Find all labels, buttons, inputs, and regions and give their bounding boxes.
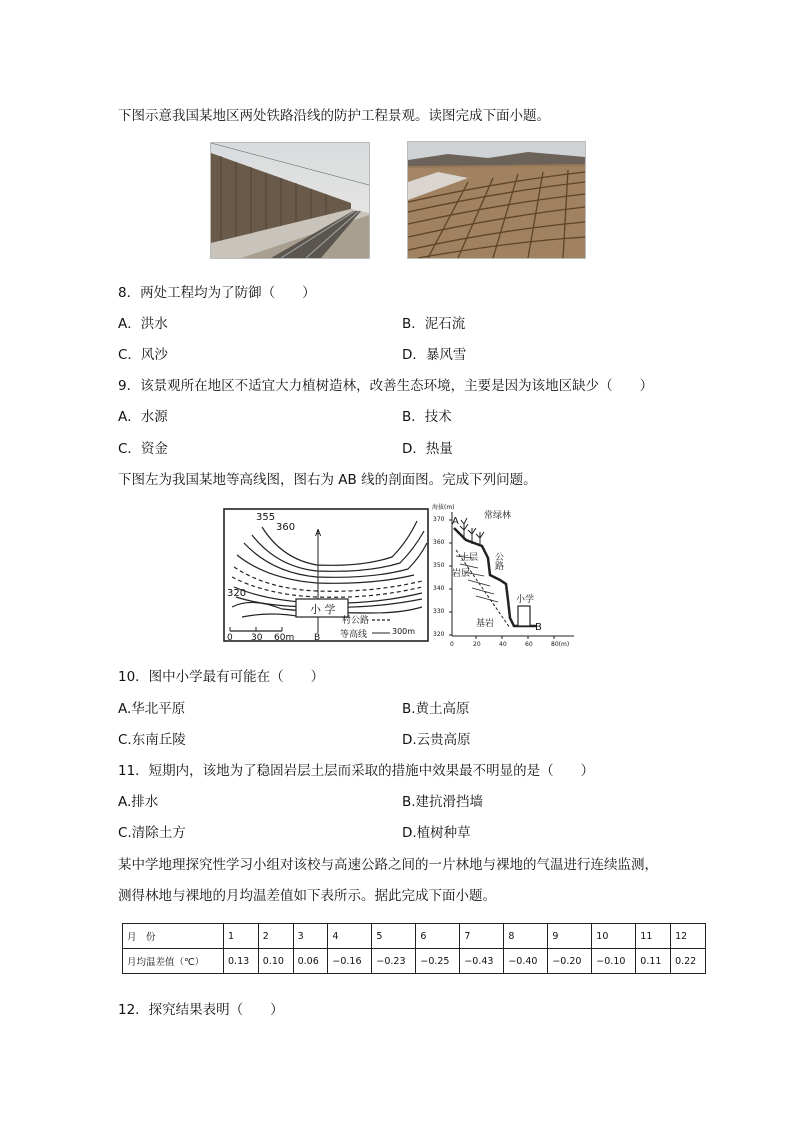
profile-ytick-360: 360 [433,539,445,546]
q9-option-c[interactable]: C．资金 [118,441,168,457]
contour-map [222,507,430,650]
month-cell: 6 [416,924,460,949]
value-cell: 0.22 [671,949,706,974]
table-header-row [123,924,706,949]
month-cell: 7 [460,924,504,949]
value-cell: 0.13 [224,949,259,974]
month-cell: 3 [293,924,328,949]
value-cell: −0.43 [460,949,504,974]
intro-text-2: 下图左为我国某地等高线图，图右为 AB 线的剖面图。完成下列问题。 [118,472,537,488]
profile-label-bedrock: 基岩 [476,619,495,629]
map-school-label: 小 学 [310,603,336,616]
profile-label-rock: 岩层 [452,569,471,579]
profile-label-soil: 土层 [460,553,479,563]
profile-ytick-320: 320 [433,631,445,638]
legend-contour-unit: 300m [392,627,416,636]
map-point-b: B [314,633,321,643]
intro-text-3a: 某中学地理探究性学习小组对该校与高速公路之间的一片林地与裸地的气温进行连续监测， [118,857,658,873]
profile-label-forest: 常绿林 [484,511,512,521]
q11-option-c[interactable]: C.清除土方 [118,825,186,841]
intro-text-3b: 测得林地与裸地的月均温差值如下表所示。据此完成下面小题。 [118,888,496,904]
month-cell: 10 [592,924,636,949]
month-cell: 8 [504,924,548,949]
month-cell: 1 [224,924,259,949]
legend-village-road: 村公路 [342,616,370,626]
month-cell: 11 [636,924,671,949]
q10-option-a[interactable]: A.华北平原 [118,701,186,717]
profile-xtick-20: 20 [473,641,481,648]
profile-label-road: 公路 [493,552,503,570]
profile-ytick-350: 350 [433,562,445,569]
sand-barrier-grid-photo [407,141,586,259]
value-cell: −0.40 [504,949,548,974]
question-10-stem: 10．图中小学最有可能在（ ） [118,669,325,685]
q8-option-d[interactable]: D．暴风雪 [402,347,467,363]
q9-option-a[interactable]: A．水源 [118,409,168,425]
q11-option-b[interactable]: B.建抗滑挡墙 [402,794,484,810]
q10-option-b[interactable]: B.黄土高原 [402,701,470,717]
question-11-stem: 11．短期内，该地为了稳固岩层土层而采取的措施中效果最不明显的是（ ） [118,763,595,779]
question-9-stem: 9．该景观所在地区不适宜大力植树造林，改善生态环境，主要是因为该地区缺少（ ） [118,378,654,394]
profile-point-a: A [452,516,459,527]
table-value-row [123,949,706,974]
table-header-label: 月 份 [123,924,224,949]
month-cell: 4 [328,924,372,949]
profile-diagram [432,500,582,652]
profile-xtick-80: 80(m) [551,641,570,648]
legend-contour: 等高线 [340,630,368,640]
contour-label-320: 320 [227,588,247,599]
profile-xtick-60: 60 [525,641,533,648]
month-cell: 12 [671,924,706,949]
q11-option-d[interactable]: D.植树种草 [402,825,471,841]
value-cell: 0.11 [636,949,671,974]
profile-label-school: 小学 [516,595,535,605]
table-row-label: 月均温差值（℃） [123,949,224,974]
contour-label-360: 360 [276,522,296,533]
scale-60: 60m [274,633,295,643]
value-cell: −0.23 [372,949,416,974]
value-cell: −0.16 [328,949,372,974]
question-8-stem: 8．两处工程均为了防御（ ） [118,285,316,301]
q8-option-c[interactable]: C．风沙 [118,347,168,363]
value-cell: −0.25 [416,949,460,974]
profile-point-b: B [535,622,542,633]
railway-barrier-photo [210,142,370,259]
scale-0: 0 [227,633,233,643]
q8-option-a[interactable]: A．洪水 [118,316,168,332]
value-cell: −0.10 [592,949,636,974]
value-cell: 0.10 [258,949,293,974]
scale-30: 30 [251,633,263,643]
q10-option-d[interactable]: D.云贵高原 [402,732,471,748]
value-cell: 0.06 [293,949,328,974]
question-12-stem: 12．探究结果表明（ ） [118,1002,284,1018]
q9-option-b[interactable]: B．技术 [402,409,452,425]
profile-ylabel: 海拔(m) [432,504,455,511]
profile-ytick-340: 340 [433,585,445,592]
q10-option-c[interactable]: C.东南丘陵 [118,732,186,748]
contour-label-355: 355 [256,512,276,523]
intro-text-1: 下图示意我国某地区两处铁路沿线的防护工程景观。读图完成下面小题。 [118,108,550,124]
q11-option-a[interactable]: A.排水 [118,794,159,810]
profile-ytick-370: 370 [433,516,445,523]
profile-xtick-40: 40 [499,641,507,648]
temperature-difference-table [122,923,706,974]
map-point-a: A [315,529,322,539]
month-cell: 9 [548,924,592,949]
value-cell: −0.20 [548,949,592,974]
q8-option-b[interactable]: B．泥石流 [402,316,466,332]
profile-xtick-0: 0 [450,641,454,648]
profile-ytick-330: 330 [433,608,445,615]
q9-option-d[interactable]: D．热量 [402,441,453,457]
month-cell: 2 [258,924,293,949]
month-cell: 5 [372,924,416,949]
